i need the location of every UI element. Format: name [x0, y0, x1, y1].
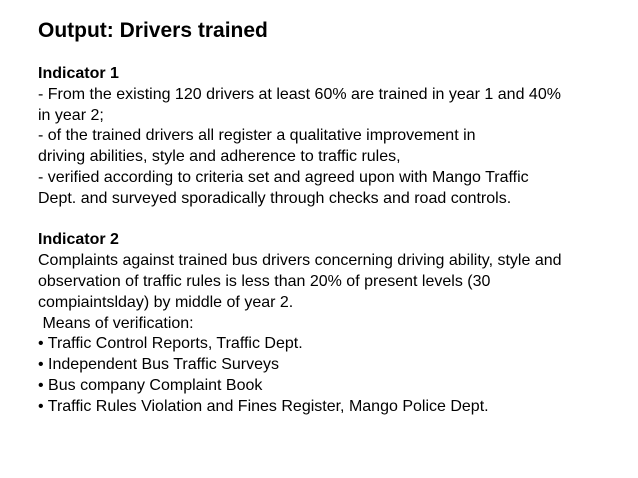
indicator-1-heading: Indicator 1 [38, 65, 119, 82]
indicator-2-heading: Indicator 2 [38, 231, 119, 249]
indicator-2-line: compiaintslday) by middle of year 2. [38, 293, 294, 311]
indicator-1-line: - verified according to criteria set and agreed upon with Mango Traffic [38, 168, 529, 186]
indicator-1-line: Dept. and surveyed sporadically through checks and road controls. [38, 189, 512, 207]
indicator-2-line: observation of traffic rules is less than 20% of present levels (30 [38, 272, 491, 290]
slide-body [38, 64, 628, 418]
verification-bullet: • Traffic Control Reports, Traffic Dept. [38, 335, 303, 353]
verification-bullet: • Independent Bus Traffic Surveys [38, 356, 279, 374]
indicator-1-line: in year 2; [38, 106, 104, 124]
paragraph-gap [38, 210, 628, 231]
indicator-1-line: - From the existing 120 drivers at least 60% are trained in year 1 and 40% [38, 85, 561, 103]
indicator-1-line: - of the trained drivers all register a qualitative improvement in [38, 127, 476, 145]
verification-bullet: • Traffic Rules Violation and Fines Register, Mango Police Dept. [38, 397, 489, 415]
slide-title: Output: Drivers trained [38, 19, 268, 42]
verification-heading: Means of verification: [38, 314, 194, 332]
verification-bullet: • Bus company Complaint Book [38, 376, 263, 394]
indicator-1-line: driving abilities, style and adherence to traffic rules, [38, 148, 401, 166]
indicator-2-line: Complaints against trained bus drivers concerning driving ability, style and [38, 252, 562, 270]
